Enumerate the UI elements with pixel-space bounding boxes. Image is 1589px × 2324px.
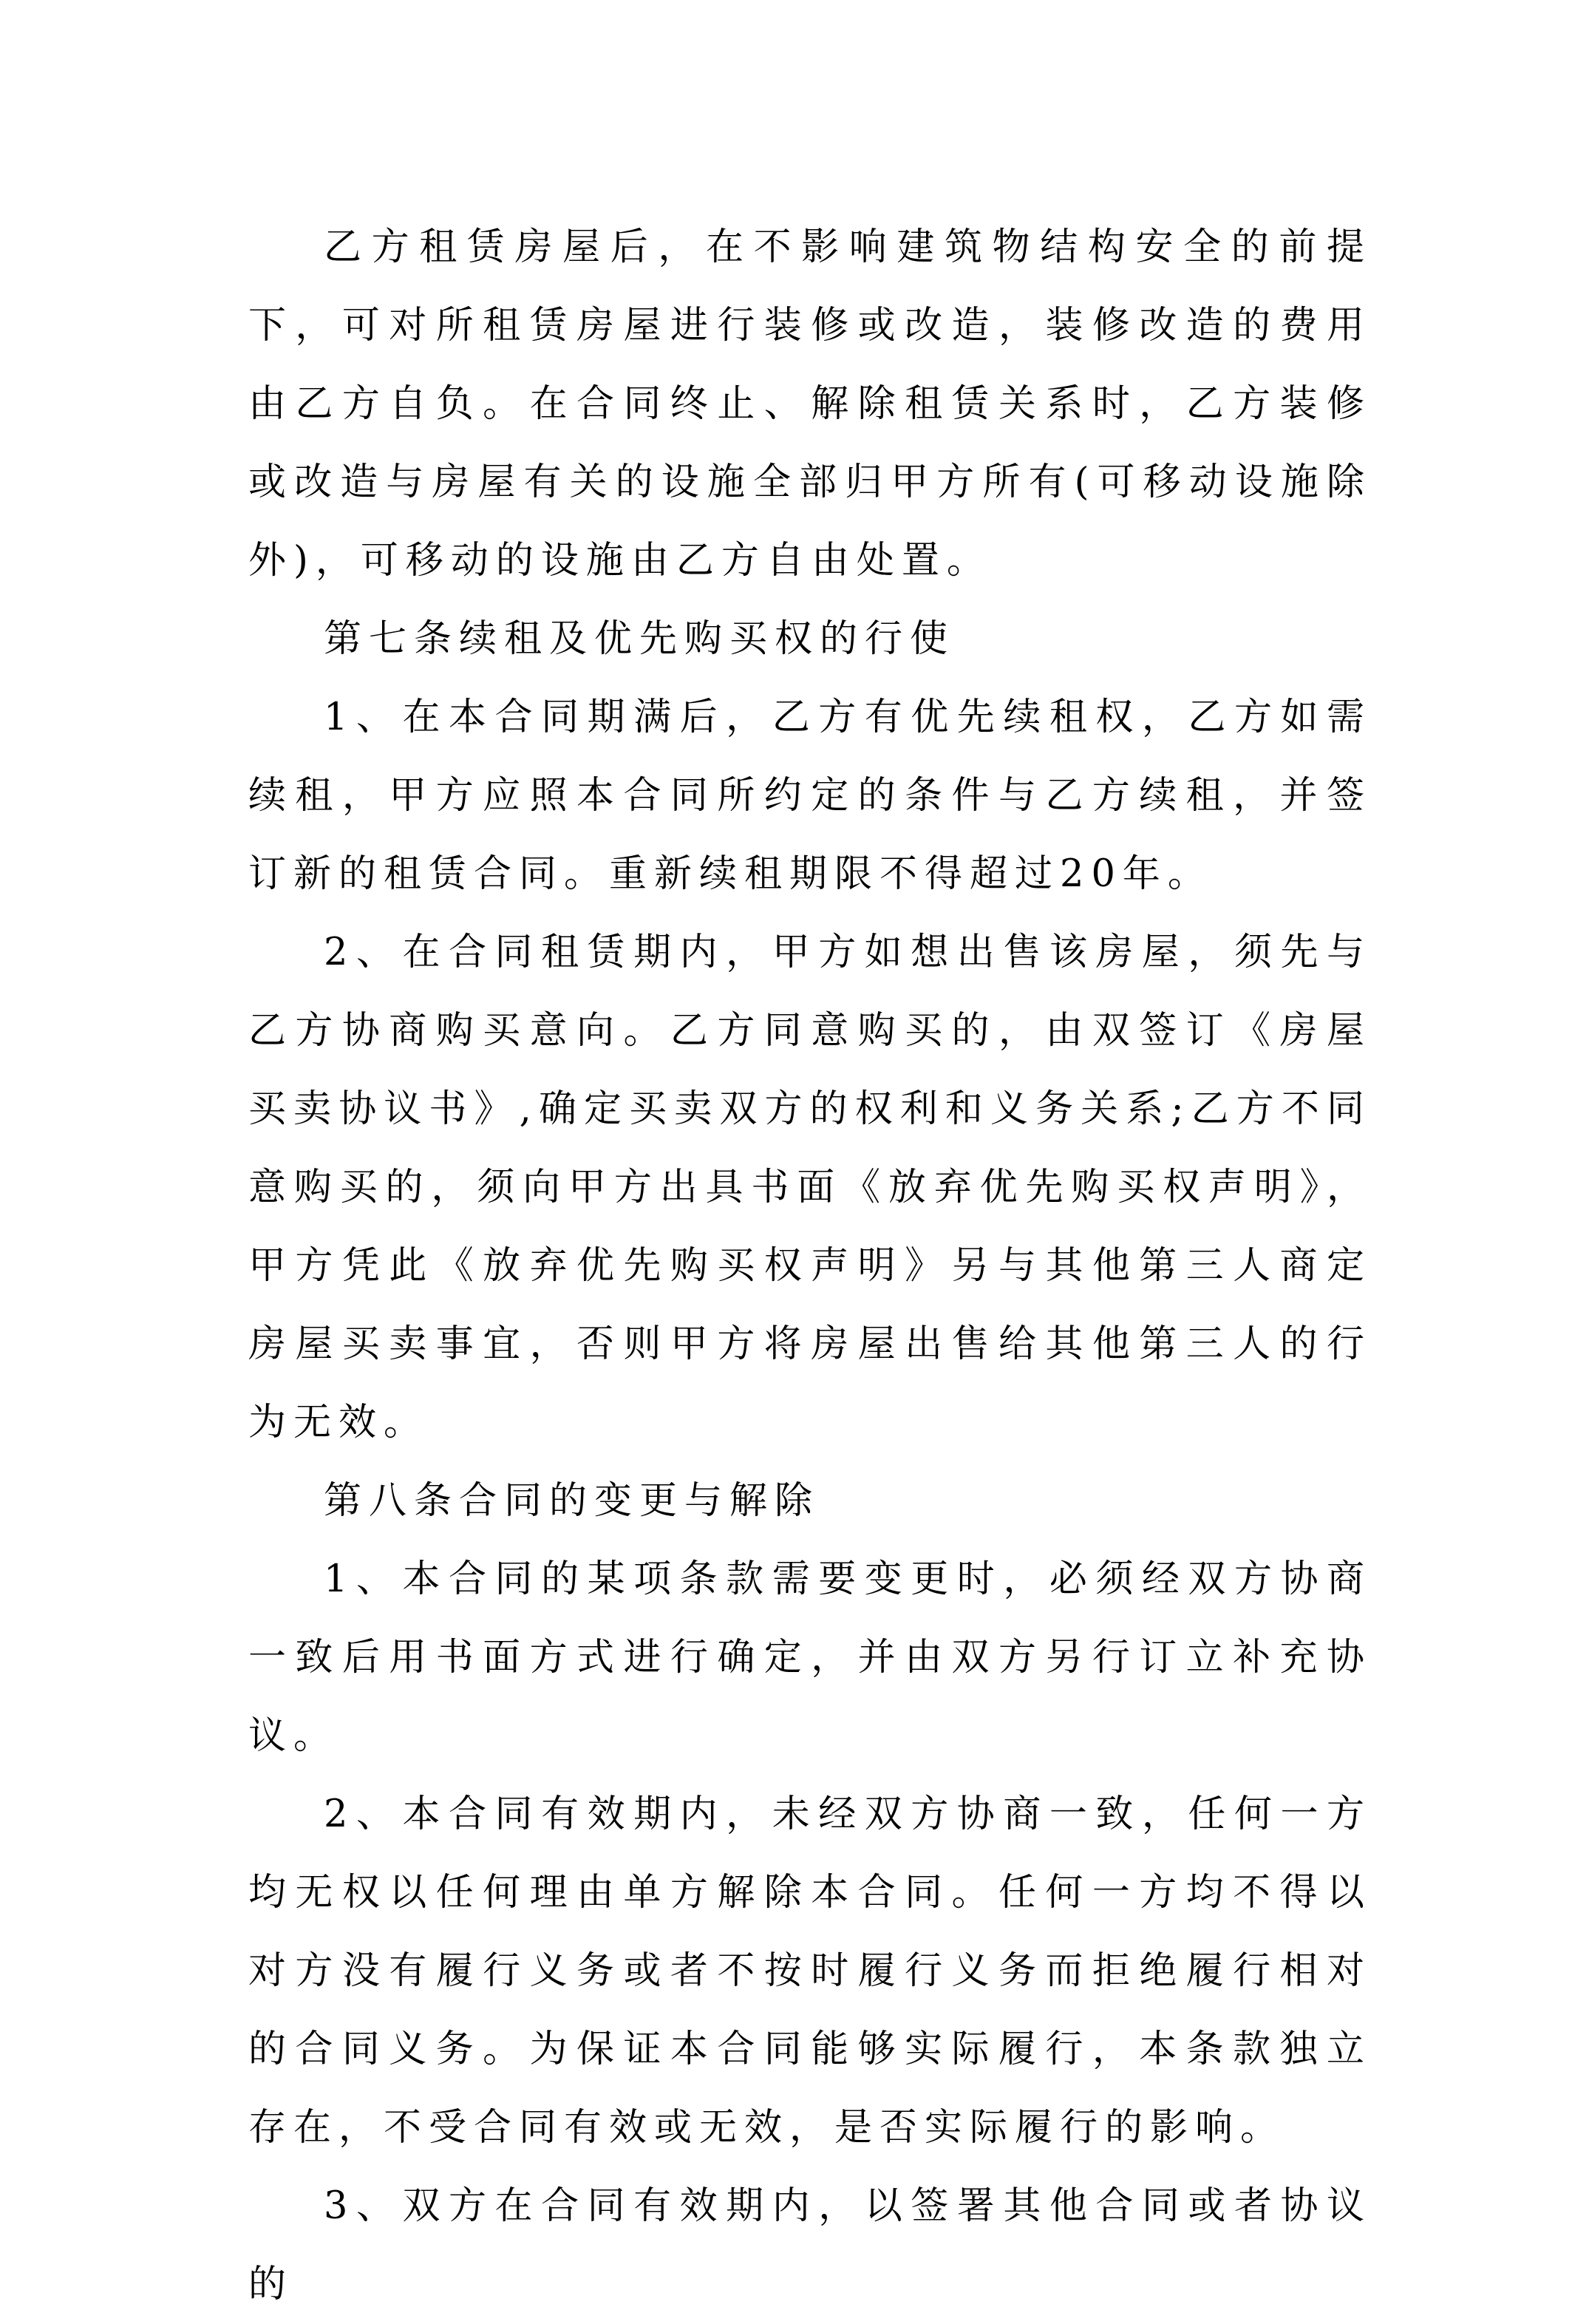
paragraph-article-8-item-2: 2、本合同有效期内，未经双方协商一致，任何一方均无权以任何理由单方解除本合同。任何一方均不得以对方没有履行义务或者不按时履行义务而拒绝履行相对的合同义务。为保证本合同能够实际履行，本条款独立存在，不受合同有效或无效，是否实际履行的影响。 bbox=[248, 1793, 1372, 2150]
heading-article-8: 第八条合同的变更与解除 bbox=[324, 1479, 820, 1523]
paragraph-article-8-item-3: 3、双方在合同有效期内，以签署其他合同或者协议的 bbox=[248, 2184, 1372, 2306]
document-body bbox=[248, 208, 1372, 2324]
paragraph-renovation: 乙方租赁房屋后，在不影响建筑物结构安全的前提下，可对所租赁房屋进行装修或改造，装修改造的费用由乙方自负。在合同终止、解除租赁关系时，乙方装修或改造与房屋有关的设施全部归甲方所有(可移动设施除外)，可移动的设施由乙方自由处置。 bbox=[248, 225, 1372, 582]
heading-article-7: 第七条续租及优先购买权的行使 bbox=[324, 617, 956, 661]
paragraph-article-7-item-2: 2、在合同租赁期内，甲方如想出售该房屋，须先与乙方协商购买意向。乙方同意购买的，由双签订《房屋买卖协议书》,确定买卖双方的权利和义务关系;乙方不同意购买的，须向甲方出具书面《放弃优先购买权声明》，甲方凭此《放弃优先购买权声明》另与其他第三人商定房屋买卖事宜，否则甲方将房屋出售给其他第三人的行为无效。 bbox=[248, 931, 1372, 1444]
paragraph-article-7-item-1: 1、在本合同期满后，乙方有优先续租权，乙方如需续租，甲方应照本合同所约定的条件与乙方续租，并签订新的租赁合同。重新续租期限不得超过20年。 bbox=[248, 696, 1372, 896]
paragraph-article-8-item-1: 1、本合同的某项条款需要变更时，必须经双方协商一致后用书面方式进行确定，并由双方另行订立补充协议。 bbox=[248, 1557, 1372, 1758]
